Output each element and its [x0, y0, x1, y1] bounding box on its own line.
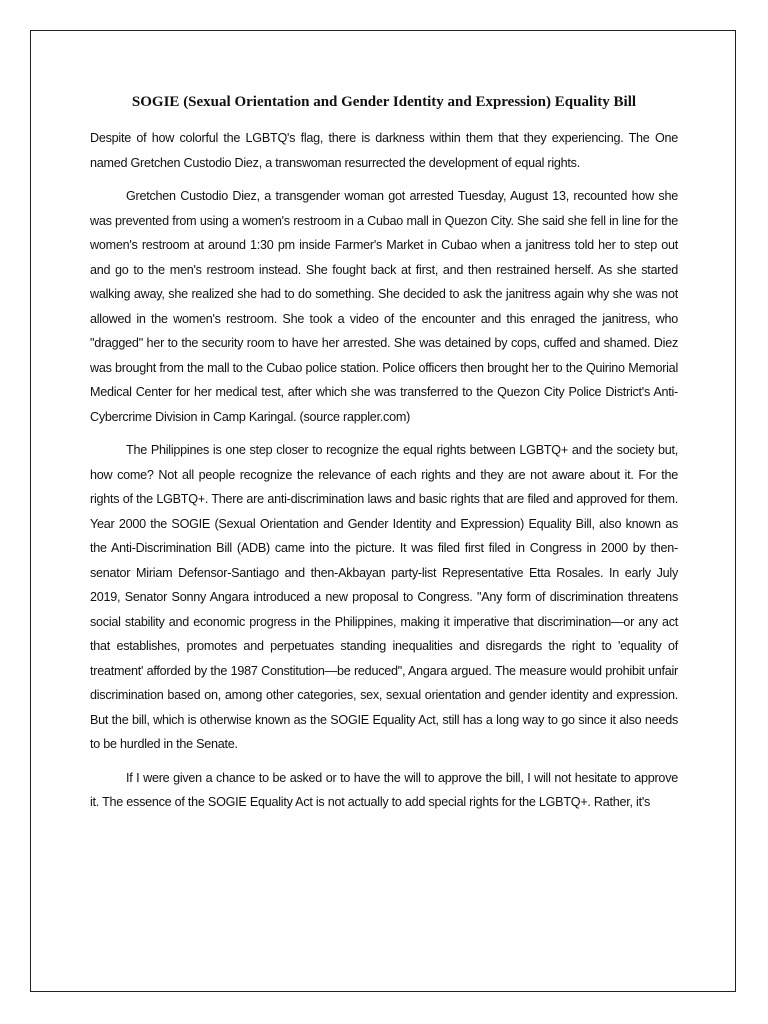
paragraph-opinion: If I were given a chance to be asked or to have the will to approve the bill, I will not hesitate to approve it. The essence of the SOGIE Equality Act is not actually to add special rights for the LGBTQ+. Rather, it's [90, 770, 678, 809]
document-page [30, 30, 736, 992]
paragraph-intro: Despite of how colorful the LGBTQ's flag, there is darkness within them that they experiencing. The One named Gretchen Custodio Diez, a transwoman resurrected the development of equal rights. [90, 131, 678, 170]
paragraph-incident: Gretchen Custodio Diez, a transgender woman got arrested Tuesday, August 13, recounted how she was prevented from using a women's restroom in a Cubao mall in Quezon City. She said she fell in line for the women's restroom at around 1:30 pm inside Farmer's Market in Cubao when a janitress told her to step out and go to the men's restroom instead. She fought back at first, and then restrained herself. As she started walking away, she realized she had to do something. She decided to ask the janitress again why she was not allowed in the women's restroom. She took a video of the encounter and this enraged the janitress, who "dragged" her to the security room to have her arrested. She was detained by cops, cuffed and shamed. Diez was brought from the mall to the Cubao police station. Police officers then brought her to the Quirino Memorial Medical Center for her medical test, after which she was transferred to the Quezon City Police District's Anti-Cybercrime Division in Camp Karingal. (source rappler.com) [90, 189, 678, 424]
document-title: SOGIE (Sexual Orientation and Gender Identity and Expression) Equality Bill [131, 94, 637, 110]
document-body [90, 89, 678, 824]
paragraph-bill-history: The Philippines is one step closer to recognize the equal rights between LGBTQ+ and the society but, how come? Not all people recognize the relevance of each rights and they are not aware about it. For the rights of the LGBTQ+. There are anti-discrimination laws and basic rights that are filed and approved for them. Year 2000 the SOGIE (Sexual Orientation and Gender Identity and Expression) Equality Bill, also known as the Anti-Discrimination Bill (ADB) came into the picture. It was filed first filed in Congress in 2000 by then-senator Miriam Defensor-Santiago and then-Akbayan party-list Representative Etta Rosales. In early July 2019, Senator Sonny Angara introduced a new proposal to Congress. "Any form of discrimination threatens social stability and economic progress in the Philippines, making it imperative that discrimination—or any act that establishes, promotes and perpetuates standing inequalities and disregards the right to 'equality of treatment' afforded by the 1987 Constitution—be reduced", Angara argued. The measure would prohibit unfair discrimination based on, among other categories, sex, sexual orientation and gender identity and expression. But the bill, which is otherwise known as the SOGIE Equality Act, still has a long way to go since it also needs to be hurdled in the Senate. [90, 443, 678, 751]
